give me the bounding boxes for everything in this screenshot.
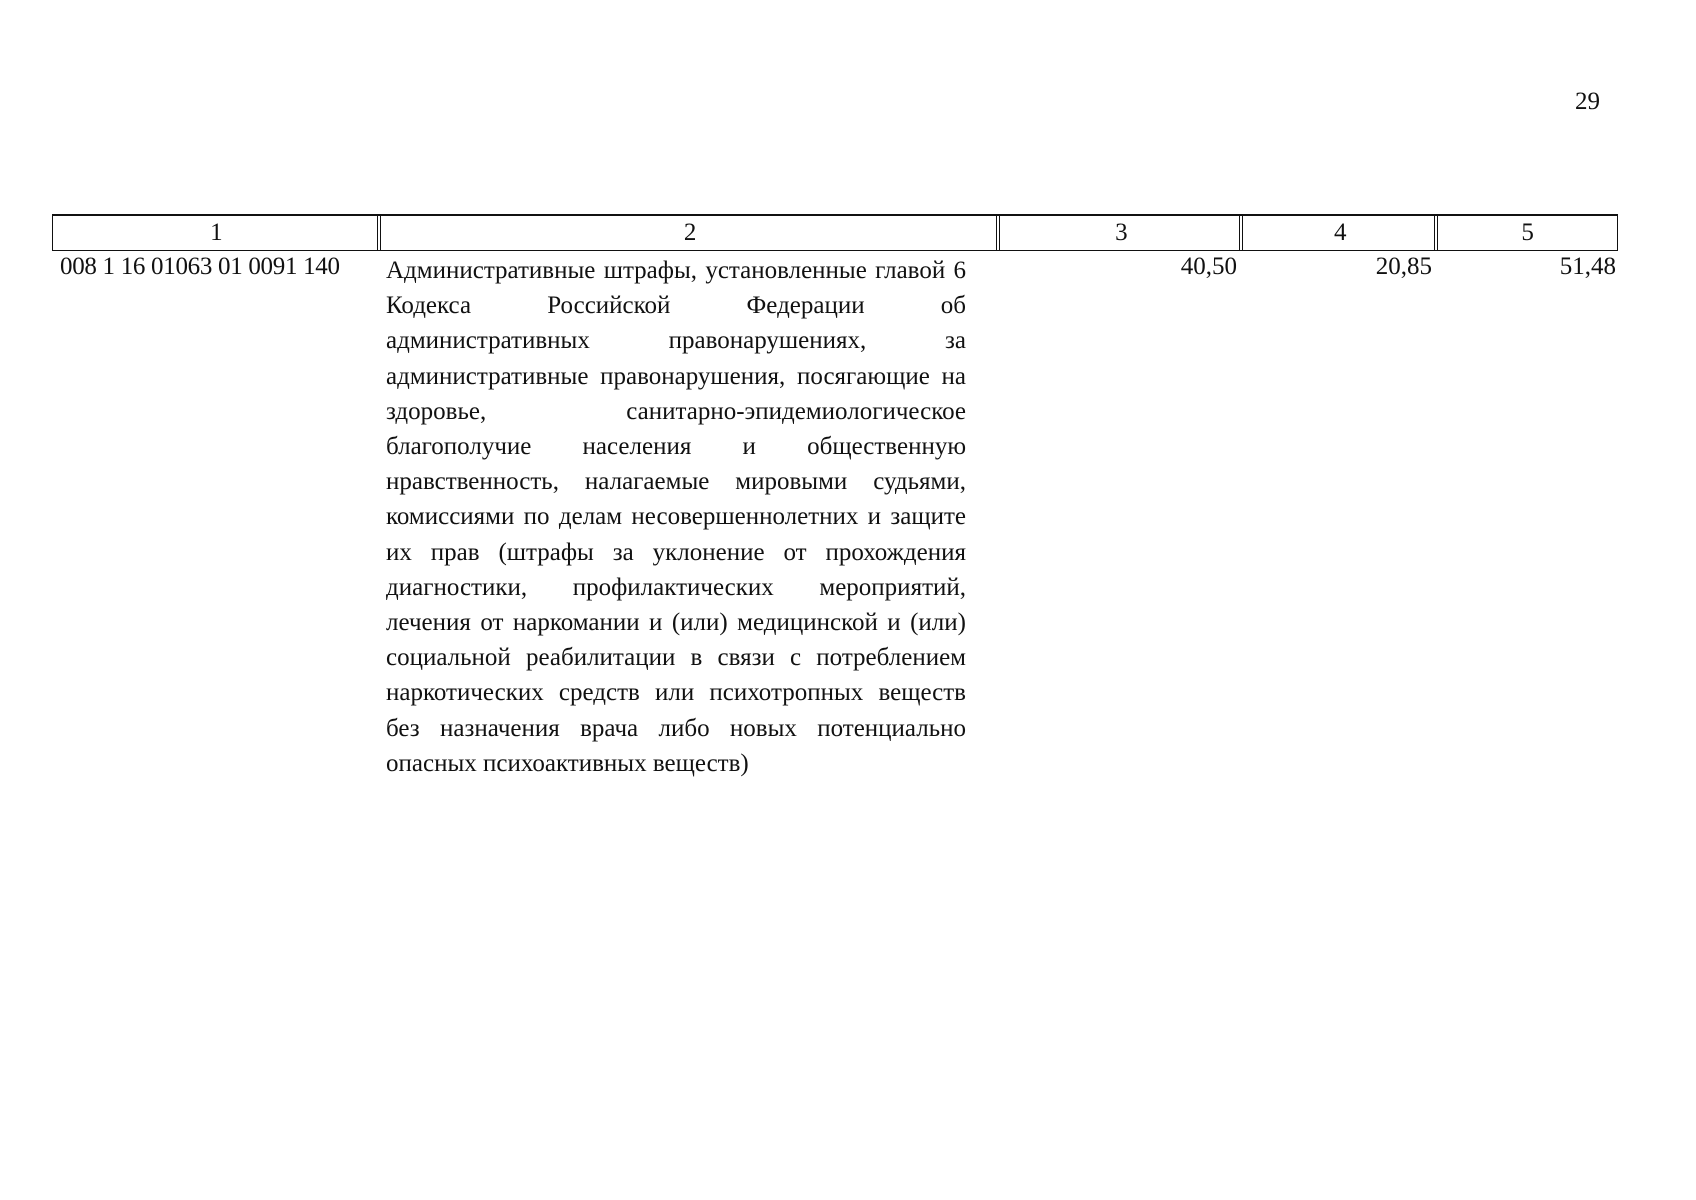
page-number: 29 bbox=[1575, 88, 1600, 115]
value-column-4: 20,85 bbox=[1375, 253, 1432, 280]
column-header-1: 1 bbox=[53, 216, 381, 250]
table-row bbox=[52, 251, 1618, 781]
revenue-description: Административные штрафы, установленные главой 6 Кодекса Российской Федерации об административных правонарушениях, за административные правонарушения, посягающие на здоровье, санитарно-эпидемиологическое благополучие населения и общественную нравственность, налагаемые мировыми судьями, комиссиями по делам несовершеннолетних и защите их прав (штрафы за уклонение от прохождения диагностики, профилактических мероприятий, лечения от наркомании и (или) медицинской и (или) социальной реабилитации в связи с потреблением наркотических средств или психотропных веществ без назначения врача либо новых потенциально опасных психоактивных веществ) bbox=[386, 257, 966, 777]
value-column-3: 40,50 bbox=[1180, 253, 1237, 280]
column-header-3: 3 bbox=[1000, 216, 1243, 250]
table-header-row bbox=[52, 214, 1618, 251]
column-header-5: 5 bbox=[1438, 216, 1618, 250]
column-header-2: 2 bbox=[381, 216, 1001, 250]
budget-table bbox=[52, 214, 1618, 781]
budget-classification-code: 008 1 16 01063 01 0091 140 bbox=[60, 253, 340, 280]
column-header-4: 4 bbox=[1243, 216, 1438, 250]
value-column-5: 51,48 bbox=[1559, 253, 1616, 280]
